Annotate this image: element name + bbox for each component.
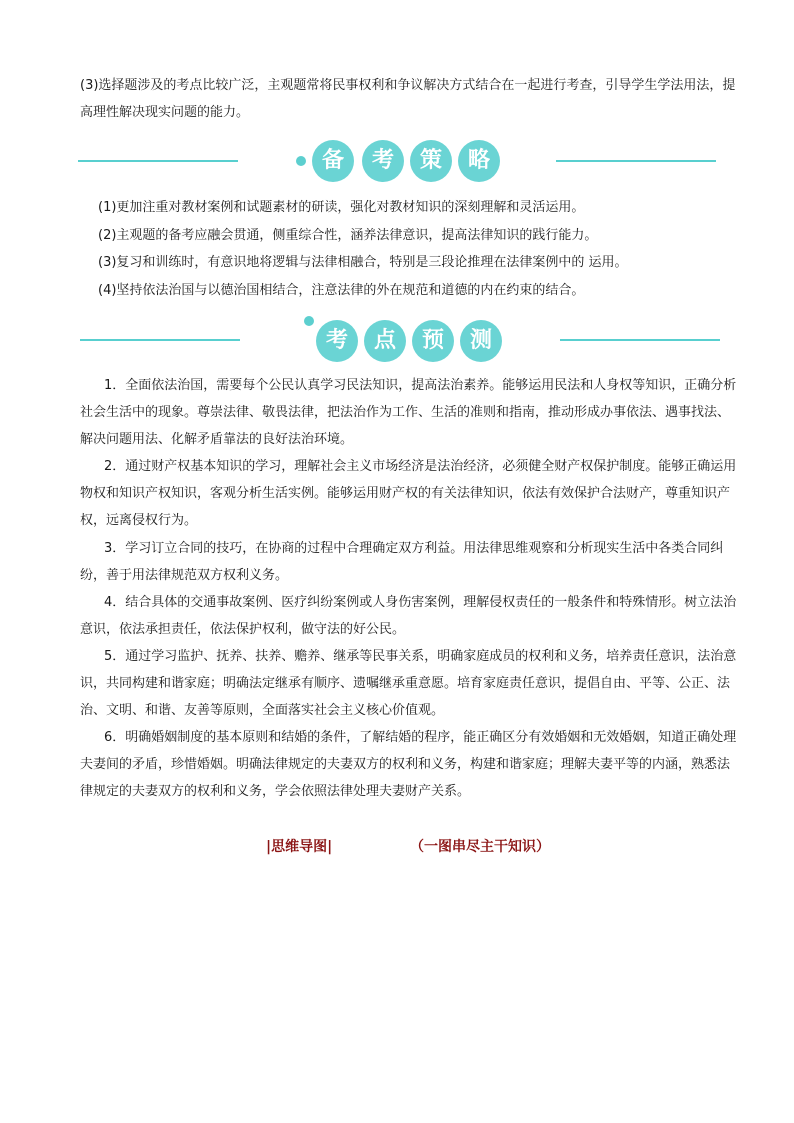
banner-right-line <box>556 160 716 162</box>
banner-char: 考 <box>362 140 404 182</box>
banner-char: 测 <box>460 320 502 362</box>
banner-char: 预 <box>412 320 454 362</box>
prediction-item: 6．明确婚姻制度的基本原则和结婚的条件，了解结婚的程序，能正确区分有效婚姻和无效婚姻，知道正确处理夫妻间的矛盾，珍惜婚姻。明确法律规定的夫妻双方的权利和义务，构建和谐家庭；理解夫妻平等的内涵，熟悉法律规定的夫妻双方的权利和义务，学会依照法律处理夫妻财产关系。 <box>80 730 737 799</box>
strategy-item: (1)更加注重对教材案例和试题素材的研读，强化对教材知识的深刻理解和灵活运用。 <box>98 200 585 215</box>
strategy-list <box>98 194 738 304</box>
banner-char: 略 <box>458 140 500 182</box>
strategy-item: (4)坚持依法治国与以德治国相结合，注意法律的外在规范和道德的内在约束的结合。 <box>98 282 585 298</box>
intro-paragraph: (3)选择题涉及的考点比较广泛，主观题常将民事权利和争议解决方式结合在一起进行考查，引导学生学法用法，提高理性解决现实问题的能力。 <box>80 78 736 120</box>
prediction-item: 3．学习订立合同的技巧，在协商的过程中合理确定双方利益。用法律思维观察和分析现实生活中各类合同纠纷，善于用法律规范双方权利义务。 <box>80 541 724 583</box>
prediction-item: 4．结合具体的交通事故案例、医疗纠纷案例或人身伤害案例，理解侵权责任的一般条件和特殊情形。树立法治意识，依法承担责任，依法保护权利，做守法的好公民。 <box>80 595 737 637</box>
prediction-item: 1．全面依法治国，需要每个公民认真学习民法知识，提高法治素养。能够运用民法和人身权等知识，正确分析社会生活中的现象。尊崇法律、敬畏法律，把法治作为工作、生活的准则和指南，推动形成办事依法、遇事找法、解决问题用法、化解矛盾靠法的良好法治环境。 <box>80 378 737 447</box>
strategy-item: (3)复习和训练时，有意识地将逻辑与法律相融合，特别是三段论推理在法律案例中的 运用。 <box>98 255 628 270</box>
prediction-banner <box>0 314 794 364</box>
prediction-item: 5．通过学习监护、抚养、扶养、赡养、继承等民事关系，明确家庭成员的权利和义务，培养责任意识，法治意识，共同构建和谐家庭；明确法定继承有顺序、遗嘱继承重意愿。培育家庭责任意识，提倡自由、平等、公正、法治、文明、和谐、友善等原则，全面落实社会主义核心价值观。 <box>80 649 737 718</box>
banner-right-line <box>560 339 720 341</box>
strategy-item: (2)主观题的备考应融会贯通，侧重综合性，涵养法律意识，提高法律知识的践行能力。 <box>98 227 598 243</box>
banner-dot <box>304 316 314 326</box>
mind-map-subheading: （一图串尽主干知识） <box>410 839 550 855</box>
banner-dot <box>296 156 306 166</box>
prediction-item: 2．通过财产权基本知识的学习，理解社会主义市场经济是法治经济，必须健全财产权保护制度。能够正确运用物权和知识产权知识，客观分析生活实例。能够运用财产权的有关法律知识，依法有效保护合法财产，尊重知识产权，远离侵权行为。 <box>80 459 737 528</box>
banner-char: 策 <box>410 140 452 182</box>
banner-char: 考 <box>316 320 358 362</box>
banner-left-line <box>78 160 238 162</box>
banner-left-line <box>80 339 240 341</box>
banner-char: 备 <box>312 140 354 182</box>
mind-map-heading: |思维导图| <box>266 839 333 855</box>
banner-char: 点 <box>364 320 406 362</box>
strategy-banner <box>0 136 794 186</box>
